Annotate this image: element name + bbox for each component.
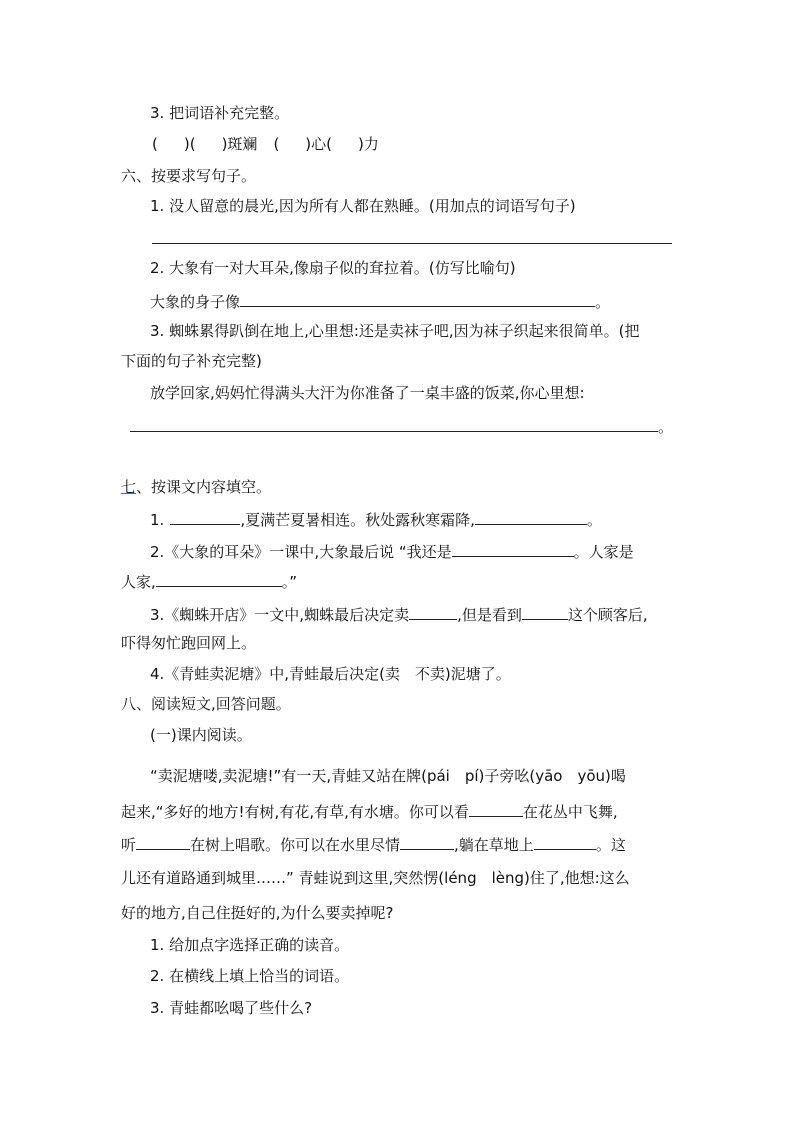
word-paren-2: )( bbox=[183, 135, 196, 153]
word-xin: )心( bbox=[305, 135, 333, 153]
passage-line-3 bbox=[121, 833, 626, 855]
s8-question-2: 2. 在横线上填上恰当的词语。 bbox=[150, 967, 350, 985]
s7-q1 bbox=[150, 508, 602, 530]
s8-question-1: 1. 给加点字选择正确的读音。 bbox=[150, 936, 350, 954]
passage-text-3d: 。这 bbox=[595, 836, 626, 854]
s7-q3-text-3: 这个顾客后, bbox=[567, 606, 648, 624]
word-li: )力 bbox=[358, 135, 379, 153]
section-6-heading: 六、按要求写句子。 bbox=[121, 167, 257, 185]
s6-q3-end: 。 bbox=[658, 418, 674, 436]
s8-subheading: (一)课内阅读。 bbox=[150, 726, 252, 744]
s7-q2-line1 bbox=[150, 540, 634, 562]
s7-q1-blank-2[interactable] bbox=[475, 508, 587, 525]
section-7-heading bbox=[121, 477, 271, 497]
s7-q3-blank-2[interactable] bbox=[522, 603, 568, 620]
s7-q1-text: ,夏满芒夏暑相连。秋处露秋寒霜降, bbox=[240, 511, 475, 529]
word-paren-1: ( bbox=[152, 135, 158, 153]
passage-blank-4[interactable] bbox=[534, 833, 596, 850]
s7-q4[interactable]: 4.《青蛙卖泥塘》中,青蛙最后决定(卖 不卖)泥塘了。 bbox=[150, 665, 511, 683]
s7-q2-line2 bbox=[121, 570, 297, 592]
s6-q2-end: 。 bbox=[595, 293, 611, 311]
s7-q3-text-2: ,但是看到 bbox=[457, 606, 522, 624]
passage-blank-3[interactable] bbox=[400, 833, 454, 850]
s6-q3-line1: 3. 蜘蛛累得趴倒在地上,心里想:还是卖袜子吧,因为袜子织起来很简单。(把 bbox=[150, 322, 640, 340]
s6-q2-prefix: 大象的身子像 bbox=[150, 293, 241, 311]
passage-line-5: 好的地方,自己住挺好的,为什么要卖掉呢? bbox=[121, 904, 394, 922]
passage-blank-2[interactable] bbox=[136, 833, 190, 850]
s7-q3-line1 bbox=[150, 603, 648, 625]
s7-q2-end: 。” bbox=[281, 573, 298, 591]
section-7-heading-text: 、按课文内容填空。 bbox=[136, 478, 272, 496]
passage-text-2a: 起来,“多好的地方!有树,有花,有草,有水塘。你可以看 bbox=[121, 803, 469, 821]
passage-text-3b: 在树上唱歌。你可以在水里尽情 bbox=[190, 836, 401, 854]
word-paren-3: ( bbox=[273, 135, 280, 153]
word-banlan: )斑斓 bbox=[221, 135, 258, 153]
s6-q2: 2. 大象有一对大耳朵,像扇子似的耷拉着。(仿写比喻句) bbox=[150, 259, 516, 277]
s7-q1-num: 1. bbox=[150, 511, 165, 529]
passage-text-3c: ,躺在草地上 bbox=[454, 836, 534, 854]
section-8-heading: 八、阅读短文,回答问题。 bbox=[121, 695, 291, 713]
s6-q1-answer-line[interactable] bbox=[152, 243, 672, 244]
s7-q2-text: 2.《大象的耳朵》一课中,大象最后说 “我还是 bbox=[150, 543, 452, 561]
q5-3-words bbox=[152, 134, 379, 154]
passage-blank-1[interactable] bbox=[469, 800, 523, 817]
s6-q3-fill bbox=[130, 415, 673, 437]
passage-line-2 bbox=[121, 800, 618, 822]
s8-question-3: 3. 青蛙都吆喝了些什么? bbox=[150, 999, 313, 1017]
passage-line-1: “卖泥塘喽,卖泥塘!”有一天,青蛙又站在牌(pái pí)子旁吆(yāo yōu)喝 bbox=[150, 767, 626, 785]
passage-text-2b: 在花丛中飞舞, bbox=[522, 803, 618, 821]
s6-q1: 1. 没人留意的晨光,因为所有人都在熟睡。(用加点的词语写句子) bbox=[150, 197, 576, 215]
passage-text-3a: 听 bbox=[121, 836, 137, 854]
s7-q1-end: 。 bbox=[586, 511, 602, 529]
s7-q3-line2: 吓得匆忙跑回网上。 bbox=[121, 634, 257, 652]
s7-q2-text-2: 。人家是 bbox=[573, 543, 634, 561]
passage-line-4: 儿还有道路通到城里……” 青蛙说到这里,突然愣(léng lèng)住了,他想:这么 bbox=[121, 869, 630, 887]
s7-q3-blank-1[interactable] bbox=[409, 603, 457, 620]
s6-q2-fill bbox=[150, 290, 610, 312]
s7-q3-text: 3.《蜘蛛开店》一文中,蜘蛛最后决定卖 bbox=[150, 606, 410, 624]
s6-q3-prompt: 放学回家,妈妈忙得满头大汗为你准备了一桌丰盛的饭菜,你心里想: bbox=[150, 384, 585, 402]
section-7-number: 七 bbox=[121, 478, 137, 496]
s7-q2-text-3: 人家, bbox=[121, 573, 156, 591]
s7-q1-blank-1[interactable] bbox=[170, 508, 240, 525]
s7-q2-blank-1[interactable] bbox=[452, 540, 574, 557]
q5-3-title: 3. 把词语补充完整。 bbox=[150, 104, 290, 122]
s6-q2-blank[interactable] bbox=[240, 290, 595, 307]
s7-q2-blank-2[interactable] bbox=[156, 570, 282, 587]
s6-q3-line2: 下面的句子补充完整) bbox=[121, 352, 262, 370]
s6-q3-blank[interactable] bbox=[130, 415, 658, 432]
